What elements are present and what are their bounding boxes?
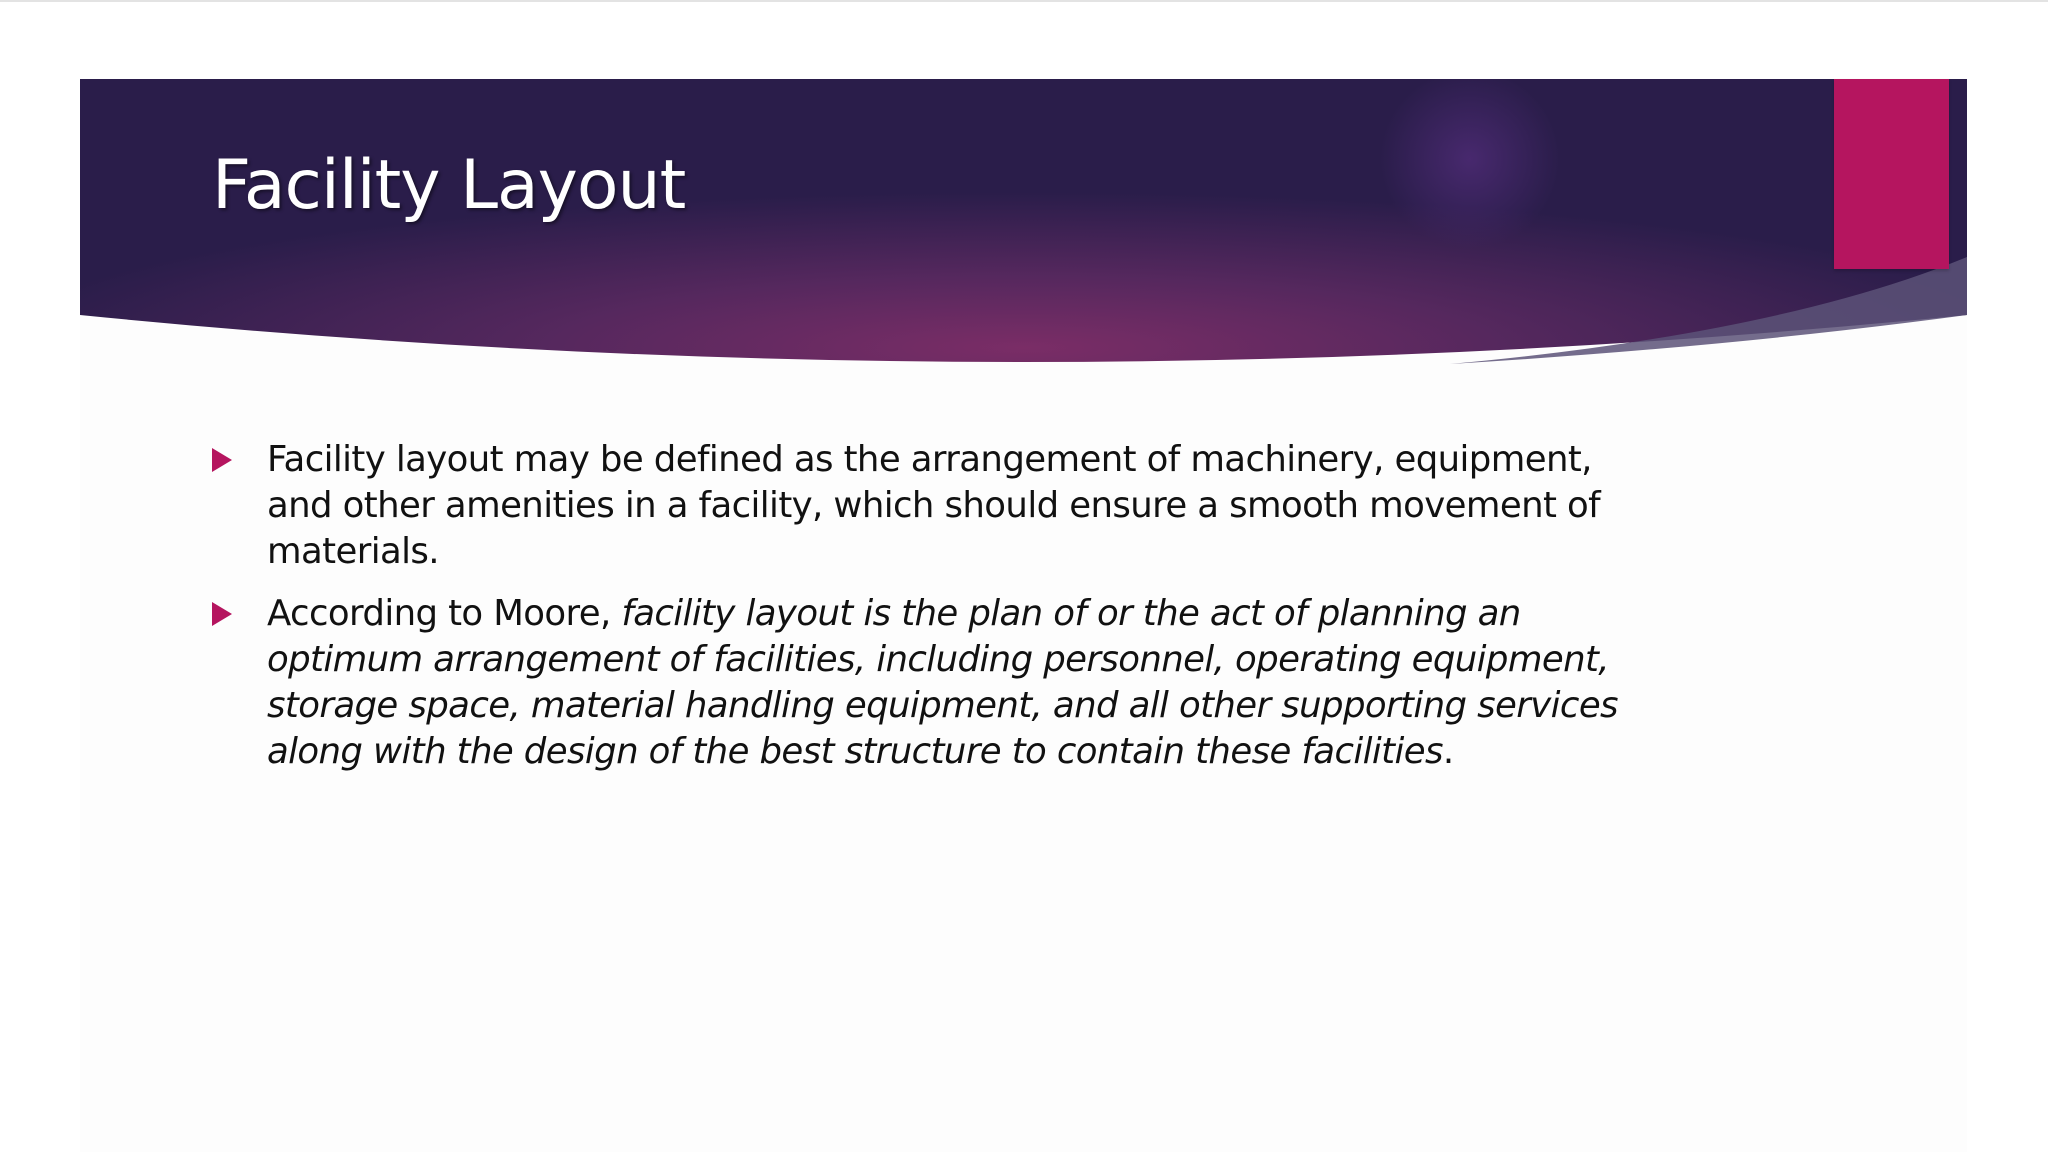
bullet-text: Facility layout may be defined as the arrangement of machinery, equipment, and other amenities in a facility, which should ensure a smooth movement of materials.	[267, 439, 1601, 572]
accent-tab	[1834, 79, 1949, 269]
bullet-item-moore	[210, 591, 1650, 775]
top-divider	[0, 0, 2048, 2]
bullet-quote-text: facility layout is the plan of or the act of planning an optimum arrangement of facilities, including personnel, operating equipment, storage space, material handling equipment, and all other supporting services along with the design of the best structure to contain these facilities	[267, 593, 1618, 772]
bullet-list	[210, 437, 1650, 791]
bullet-lead-text: According to Moore,	[267, 593, 622, 634]
bullet-item-definition	[210, 437, 1650, 575]
slide-title: Facility Layout	[212, 146, 686, 225]
bullet-tail-text: .	[1442, 731, 1454, 772]
triangle-right-icon	[212, 602, 232, 626]
title-banner	[80, 79, 1967, 379]
triangle-right-icon	[212, 448, 232, 472]
